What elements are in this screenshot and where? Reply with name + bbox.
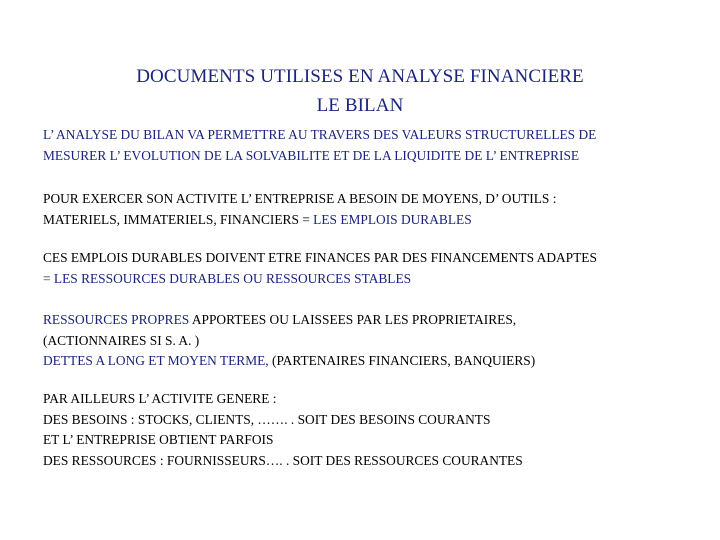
paragraph-line: CES EMPLOIS DURABLES DOIVENT ETRE FINANCES PAR DES FINANCEMENTS ADAPTES bbox=[43, 250, 597, 265]
paragraph-line bbox=[43, 351, 713, 372]
paragraph-financement bbox=[43, 310, 713, 372]
text-segment: (PARTENAIRES FINANCIERS, BANQUIERS) bbox=[268, 353, 536, 368]
paragraph-line: MESURER L’ EVOLUTION DE LA SOLVABILITE ET DE LA LIQUIDITE DE L’ ENTREPRISE bbox=[43, 147, 580, 163]
paragraph-emplois bbox=[43, 189, 713, 230]
paragraph-analysis bbox=[43, 125, 713, 166]
paragraph-line bbox=[43, 310, 713, 331]
text-segment: MATERIELS, IMMATERIELS, FINANCIERS = bbox=[43, 211, 314, 227]
paragraph-activite bbox=[43, 389, 713, 471]
paragraph-line: POUR EXERCER SON ACTIVITE L’ ENTREPRISE A BESOIN DE MOYENS, D’ OUTILS : bbox=[43, 191, 557, 206]
paragraph-ressources bbox=[43, 248, 713, 289]
slide-subtitle: LE BILAN bbox=[316, 95, 404, 116]
paragraph-line: (ACTIONNAIRES SI S. A. ) bbox=[43, 332, 200, 348]
slide-title: DOCUMENTS UTILISES EN ANALYSE FINANCIERE bbox=[136, 66, 584, 87]
text-segment: = LES bbox=[43, 270, 82, 286]
paragraph-line bbox=[43, 269, 713, 290]
paragraph-line: DES RESSOURCES : FOURNISSEURS…. . SOIT DES RESSOURCES COURANTES bbox=[43, 452, 523, 468]
highlight-ressources-durables: RESSOURCES DURABLES OU RESSOURCES STABLES bbox=[81, 270, 412, 286]
text-segment: APPORTEES OU LAISSEES PAR LES PROPRIETAIRES, bbox=[189, 312, 517, 327]
paragraph-line bbox=[43, 210, 713, 231]
paragraph-line: ET L’ ENTREPRISE OBTIENT PARFOIS bbox=[43, 432, 274, 447]
paragraph-line: PAR AILLEURS L’ ACTIVITE GENERE : bbox=[43, 391, 277, 406]
highlight-emplois-durables: LES EMPLOIS DURABLES bbox=[313, 211, 472, 227]
highlight-dettes: DETTES A LONG ET MOYEN TERME, bbox=[43, 353, 269, 368]
paragraph-line: DES BESOINS : STOCKS, CLIENTS, ……. . SOIT DES BESOINS COURANTS bbox=[43, 411, 491, 427]
paragraph-line: L’ ANALYSE DU BILAN VA PERMETTRE AU TRAVERS DES VALEURS STRUCTURELLES DE bbox=[43, 127, 597, 142]
highlight-ressources-propres: RESSOURCES PROPRES bbox=[43, 312, 190, 327]
